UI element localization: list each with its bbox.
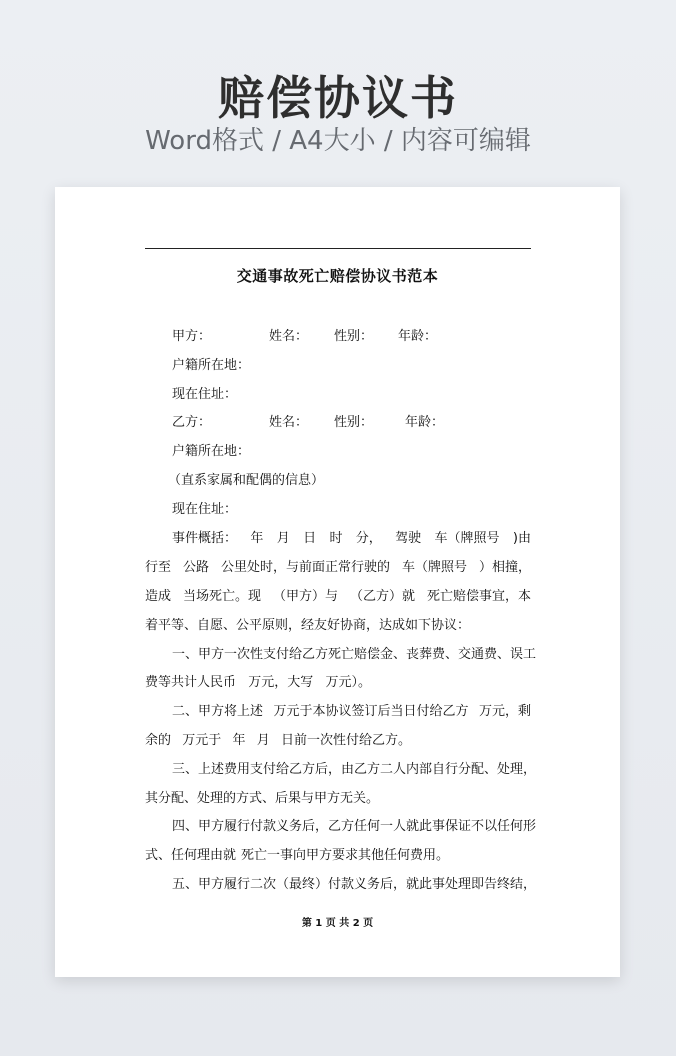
party-b-address-label: 现在住址： <box>172 502 238 517</box>
clause-1-line: 一、甲方一次性支付给乙方死亡赔偿金、丧葬费、交通费、误工 <box>172 647 537 662</box>
page-subtitle: Word格式 / A4大小 / 内容可编辑 <box>145 126 531 156</box>
body-line: 余的 万元于 年 月 日前一次性付给乙方。 <box>145 733 411 748</box>
party-b-label: 乙方： <box>172 415 212 430</box>
party-a-registered-label: 户籍所在地： <box>172 358 251 373</box>
clause-5-line: 五、甲方履行二次（最终）付款义务后，就此事处理即告终结， <box>172 877 537 892</box>
clause-2-line: 二、甲方将上述 万元于本协议签订后当日付给乙方 万元，剩 <box>172 704 531 719</box>
document-title: 交通事故死亡赔偿协议书范本 <box>236 267 439 285</box>
page-number: 第 1 页 共 2 页 <box>301 918 374 929</box>
party-a-age-label: 年龄： <box>398 329 438 344</box>
clause-3-line: 三、上述费用支付给乙方后，由乙方 二人内部自行分配、处理， <box>172 762 537 777</box>
party-b-relatives-note: （直系家属和配偶的信息） <box>168 473 325 488</box>
party-a-name-label: 姓名： <box>269 329 309 344</box>
party-b-registered-label: 户籍所在地： <box>172 444 251 459</box>
body-line: 事件概括： 年 月 日 时 分， 驾驶 车（牌照号 )由 <box>172 531 531 546</box>
body-line: 费等共计人民币 万元，大写 万元）。 <box>145 675 371 690</box>
party-a-address-label: 现在住址： <box>172 387 238 402</box>
page-title: 赔偿协议书 <box>218 71 458 125</box>
party-b-age-label: 年龄： <box>405 415 445 430</box>
clause-4-line: 四、甲方履行付款义务后，乙方任何一人就此事保证不以任何形 <box>172 819 537 834</box>
document-page <box>55 187 620 977</box>
body-line: 着平等、自愿、公平原则，经友好协商，达成如下协议： <box>145 618 471 633</box>
party-a-gender-label: 性别： <box>334 329 374 344</box>
party-b-name-label: 姓名： <box>269 415 309 430</box>
body-line: 行至 公路 公里处时，与前面正常行驶的 车（牌照号 ）相撞， <box>145 560 531 575</box>
party-a-label: 甲方： <box>172 329 212 344</box>
body-line: 造成 当场死亡。现 （甲方）与 （乙方）就 死亡赔偿事宜，本 <box>145 589 531 604</box>
header-rule <box>145 248 531 249</box>
body-line: 其分配、处理的方式、后果与甲方无关。 <box>145 791 380 806</box>
party-b-gender-label: 性别： <box>334 415 374 430</box>
body-line: 式、任何理由就 死亡一事向甲方要求其他任何费用。 <box>145 848 449 863</box>
